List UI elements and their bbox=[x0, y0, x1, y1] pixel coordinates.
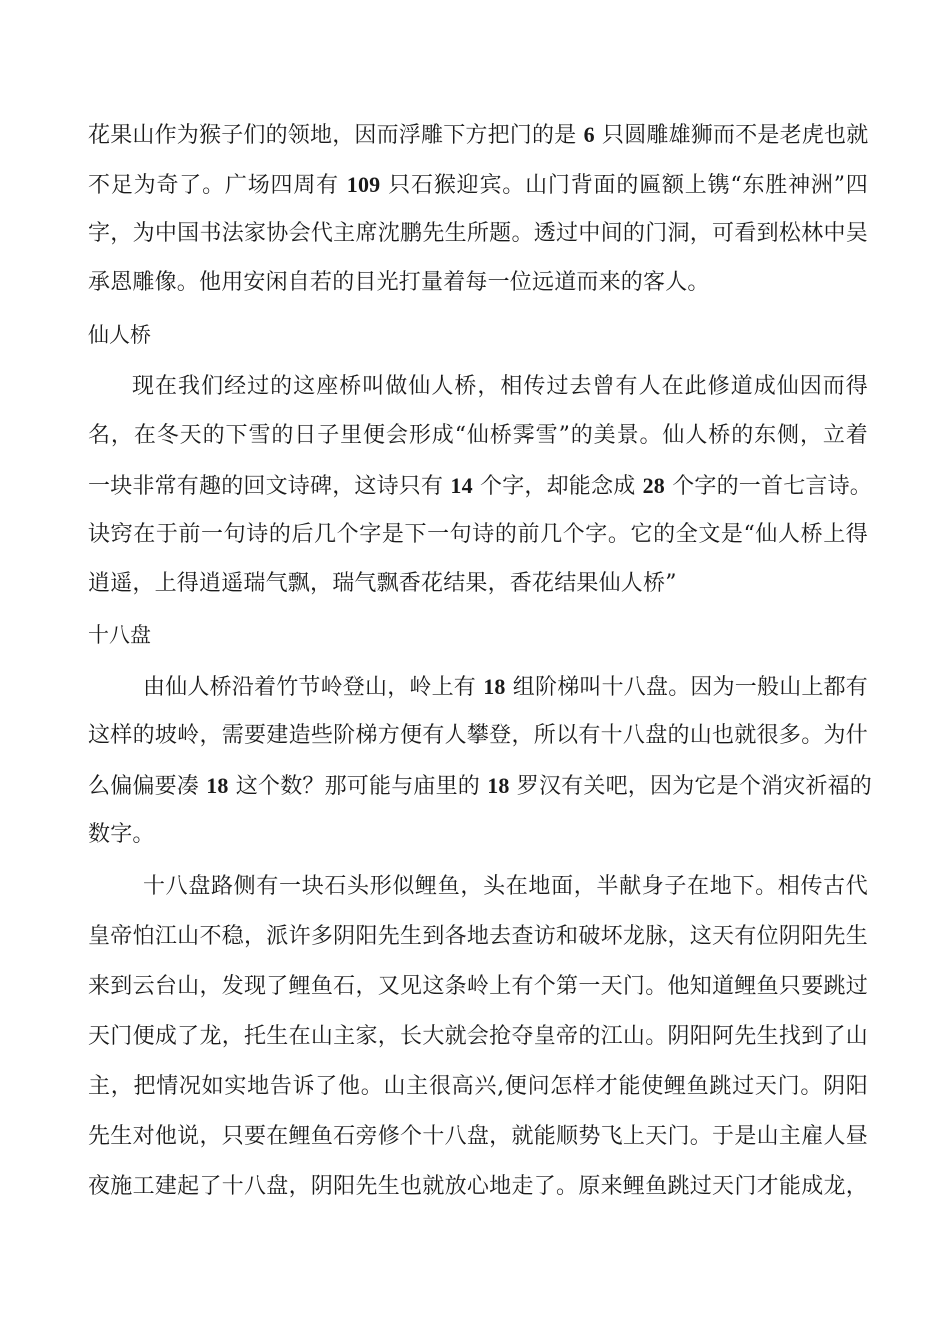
paragraph-4-line-2: 皇帝怕江山不稳，派许多阴阳先生到各地去查访和破坏龙脉，这天有位阴阳先生 bbox=[88, 924, 868, 949]
paragraph-4-line-3: 来到云台山，发现了鲤鱼石，又见这条岭上有个第一天门。他知道鲤鱼只要跳过 bbox=[88, 974, 868, 999]
paragraph-4-line-5: 主，把情况如实地告诉了他。山主很高兴,便问怎样才能使鲤鱼跳过天门。阴阳 bbox=[88, 1074, 868, 1099]
paragraph-2-line-4: 诀窍在于前一句诗的后几个字是下一句诗的前几个字。它的全文是“仙人桥上得 bbox=[88, 522, 868, 547]
paragraph-2-line-3: 一块非常有趣的回文诗碑，这诗只有 14 个字，却能念成 28 个字的一首七言诗。 bbox=[88, 473, 873, 499]
paragraph-3-line-2: 这样的坡岭，需要建造些阶梯方便有人攀登，所以有十八盘的山也就很多。为什 bbox=[88, 723, 868, 748]
paragraph-4-line-1: 十八盘路侧有一块石头形似鲤鱼，头在地面，半献身子在地下。相传古代 bbox=[143, 874, 868, 899]
paragraph-1-line-4: 承恩雕像。他用安闲自若的目光打量着每一位远道而来的客人。 bbox=[88, 270, 710, 295]
section-heading-shibapan: 十八盘 bbox=[88, 623, 151, 647]
paragraph-1-line-2: 不足为奇了。广场四周有 109 只石猴迎宾。山门背面的匾额上镌“东胜神洲”四 bbox=[88, 172, 868, 198]
paragraph-1-line-1: 花果山作为猴子们的领地，因而浮雕下方把门的是 6 只圆雕雄狮而不是老虎也就 bbox=[88, 122, 869, 148]
paragraph-2-line-1: 现在我们经过的这座桥叫做仙人桥，相传过去曾有人在此修道成仙因而得 bbox=[132, 374, 868, 399]
paragraph-3-line-1: 由仙人桥沿着竹节岭登山，岭上有 18 组阶梯叫十八盘。因为一般山上都有 bbox=[143, 674, 869, 700]
paragraph-1-line-3: 字，为中国书法家协会代主席沈鹏先生所题。透过中间的门洞，可看到松林中吴 bbox=[88, 221, 868, 246]
paragraph-3-line-4: 数字。 bbox=[88, 822, 155, 847]
paragraph-4-line-4: 天门便成了龙，托生在山主家，长大就会抢夺皇帝的江山。阴阳阿先生找到了山 bbox=[88, 1024, 868, 1049]
paragraph-2-line-5: 逍遥，上得逍遥瑞气飘，瑞气飘香花结果，香花结果仙人桥” bbox=[88, 571, 677, 596]
section-heading-xianrenqiao: 仙人桥 bbox=[88, 323, 151, 347]
paragraph-2-line-2: 名，在冬天的下雪的日子里便会形成“仙桥霁雪”的美景。仙人桥的东侧，立着 bbox=[88, 423, 868, 448]
paragraph-4-line-6: 先生对他说，只要在鲤鱼石旁修个十八盘，就能顺势飞上天门。于是山主雇人昼 bbox=[88, 1124, 868, 1149]
paragraph-3-line-3: 么偏偏要凑 18 这个数？那可能与庙里的 18 罗汉有关吧，因为它是个消灾祈福的 bbox=[88, 773, 873, 799]
paragraph-4-line-7: 夜施工建起了十八盘，阴阳先生也就放心地走了。原来鲤鱼跳过天门才能成龙， bbox=[88, 1174, 868, 1199]
